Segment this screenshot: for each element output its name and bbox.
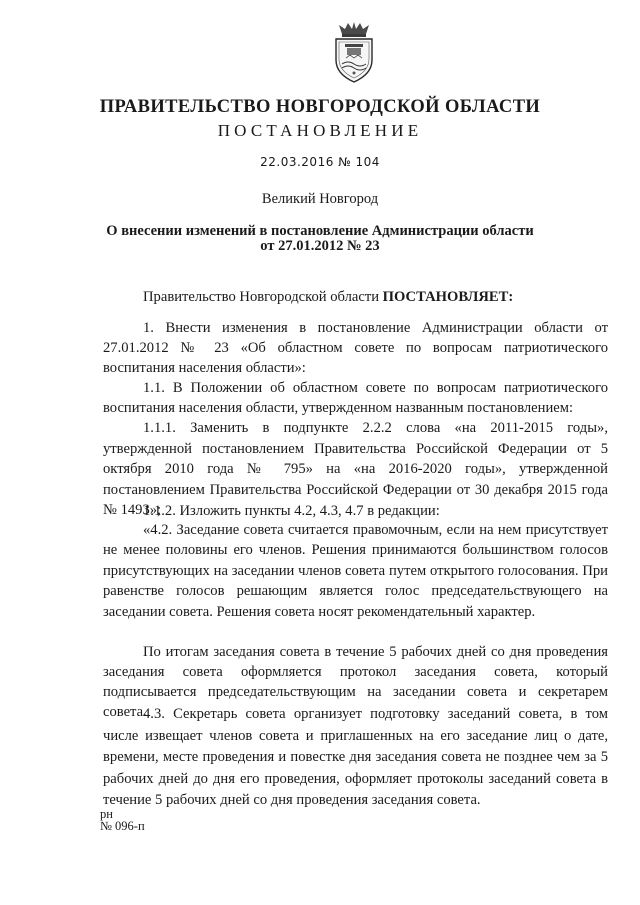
paragraph-1-1 [103,378,608,418]
footer-mark [100,808,145,832]
date-number-stamp: 22.03.2016 № 104 [260,155,380,169]
paragraph-4-3-text: 4.3. Секретарь совета организует подготовку заседаний совета, в том числе извещает членов совета и приглашенных на его заседание лиц о дате, времени, месте проведения и повестке дня заседания совета не позднее чем за 5 рабочих дней до дня его проведения, оформляет протоколы заседаний совета в течение 5 рабочих дней со дня проведения заседания совета. [103,706,608,808]
document-type-title: ПОСТАНОВЛЕНИЕ [217,121,423,140]
intro-line [143,289,513,306]
paragraph-4-2-text: «4.2. Заседание совета считается правомочным, если на нем присутствует не менее половины его членов. Решения принимаются большинством голосов присутствующих на заседании членов совета путем открытого голосования. При равенстве голосов решающим является голос председательствующего на заседании совета. Решения совета носят рекомендательный характер. [103,522,608,620]
paragraph-1-1-text: 1.1. В Положении об областном совете по вопросам патриотического воспитания населения области, утвержденном названным постановлением: [103,380,608,416]
paragraph-1-1-2 [103,501,608,521]
coat-of-arms-emblem [330,22,378,84]
paragraph-1-1-2-text: 1.1.2. Изложить пункты 4.2, 4.3, 4.7 в редакции: [143,503,440,519]
paragraph-4-2-second-text: По итогам заседания совета в течение 5 рабочих дней со дня проведения заседания совета оформляется протокол заседания совета, который подписывается председательствующим на заседании совета и секретарем совета. [103,644,608,720]
subject-line-1: О внесении изменений в постановление Администрации области [106,223,534,239]
paragraph-4-2 [103,520,608,622]
city-name: Великий Новгород [261,191,379,207]
paragraph-1-text: 1. Внести изменения в постановление Администрации области от 27.01.2012 № 23 «Об областном совете по вопросам патриотического воспитания населения области»: [103,320,608,376]
footer-number: № 096-п [100,819,145,833]
subject-line-2: от 27.01.2012 № 23 [260,238,380,254]
paragraph-1 [103,318,608,378]
subject-heading [0,224,640,254]
intro-decree-word: ПОСТАНОВЛЯЕТ: [382,289,514,305]
intro-lead: Правительство Новгородской области [143,289,383,305]
paragraph-1-1-1-text: 1.1.1. Заменить в подпункте 2.2.2 слова «на 2011-2015 годы», утвержденной постановлением Правительства Российской Федерации от 5 октября 2010 года № 795» на «на 2016-2020 годы», утвержденной постановлением Правительства Российской Федерации от 30 декабря 2015 года № 1493»; [103,420,608,518]
footer-initials: рн [100,807,113,821]
paragraph-4-3 [103,704,608,812]
government-heading: ПРАВИТЕЛЬСТВО НОВГОРОДСКОЙ ОБЛАСТИ [99,97,541,117]
